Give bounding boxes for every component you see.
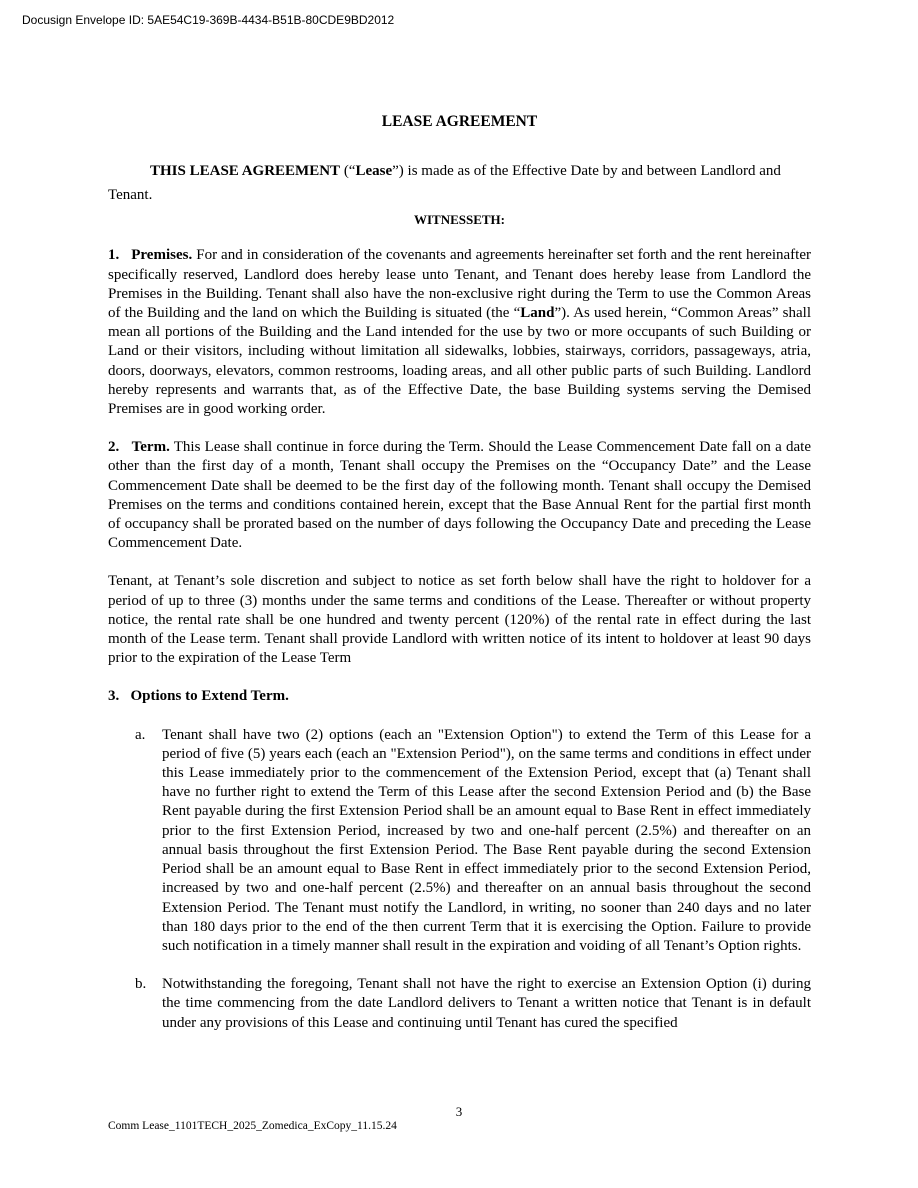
- section-3b-text: Notwithstanding the foregoing, Tenant shall not have the right to exercise an Extension Option (i) during the time commencing from the date Landlord delivers to Tenant a written notice that Tenant is in default under any provisions of this Lease and continuing until Tenant has cured the specified: [162, 976, 811, 1031]
- section-1-land-term: Land: [520, 305, 555, 322]
- section-3a-text: Tenant shall have two (2) options (each an "Extension Option") to extend the Term of this Lease for a period of five (5) years each (each an "Extension Period"), on the same terms and conditions in effect under this Lease immediately prior to the commencement of the Extension Period, except that (a) Tenant shall have no further right to extend the Term of this Lease after the second Extension Period and (b) the Base Rent payable during the first Extension Period shall be an amount equal to Base Rent in effect immediately prior to the first Extension Period, increased by two and one-half percent (2.5%) and thereafter on an annual basis throughout the first Extension Period. The Base Rent payable during the second Extension Period shall be an amount equal to Base Rent in effect immediately prior to the second Extension Period, increased by two and one-half percent (2.5%) and thereafter on an annual basis throughout the second Extension Period. The Tenant must notify the Landlord, in writing, no sooner than 240 days and no later than 180 days prior to the end of the then current Term that it is exercising the Option. Failure to provide such notification in a timely manner shall result in the expiration and voiding of all Tenant’s Option rights.: [162, 726, 811, 954]
- holdover-paragraph: Tenant, at Tenant’s sole discretion and subject to notice as set forth below shall have the right to holdover for a period of up to three (3) months under the same terms and conditions of the Lease. Thereafter or without property notice, the rental rate shall be one hundred and twenty percent (120%) of the rental rate in effect during the last month of the Lease term. Tenant shall provide Landlord with written notice of its intent to holdover at least 90 days prior to the expiration of the Lease Term: [108, 573, 811, 667]
- docusign-envelope-id: Docusign Envelope ID: 5AE54C19-369B-4434-B51B-80CDE9BD2012: [22, 13, 395, 27]
- section-3a: [108, 726, 811, 956]
- intro-open: (“: [340, 163, 356, 180]
- section-2-text: This Lease shall continue in force during the Term. Should the Lease Commencement Date fall on a date other than the first day of a month, Tenant shall occupy the Premises on the “Occupancy Date” and the Lease Commencement Date shall be deemed to be the first day of the following month. Tenant shall occupy the Demised Premises on the terms and conditions contained herein, except that the Base Annual Rent for the partial first month of occupancy shall be prorated based on the number of days following the Occupancy Date and preceding the Lease Commencement Date.: [108, 439, 811, 552]
- intro-lease-term: Lease: [355, 163, 393, 180]
- section-3b-label: b.: [135, 976, 147, 993]
- section-3b: [108, 975, 811, 1033]
- document-page: [108, 112, 811, 1033]
- section-1-text-b: ”). As used herein, “Common Areas” shall mean all portions of the Building and the Land intended for the use by two or more occupants of such Building or Land or their visitors, including without limitation all sidewalks, lobbies, stairways, corridors, passageways, atria, doors, doorways, elevators, common restrooms, loading areas, and all other public parts of such Building. Landlord hereby represents and warrants that, as of the Effective Date, the base Building systems serving the Demised Premises are in good working order.: [108, 305, 811, 418]
- witnesseth-heading: WITNESSETH:: [413, 212, 506, 228]
- page-number: 3: [455, 1104, 463, 1119]
- section-2-heading: 2. Term.: [108, 439, 170, 456]
- intro-rest: ”) is made as of the Effective Date by and between Landlord and Tenant.: [108, 163, 781, 203]
- section-3-heading: 3. Options to Extend Term.: [108, 688, 289, 705]
- section-2-term: [108, 438, 811, 553]
- section-1-text-a: For and in consideration of the covenants and agreements hereinafter set forth and the rent hereinafter specifically reserved, Landlord does hereby lease unto Tenant, and Tenant does hereby lease from Landlord the Premises in the Building. Tenant shall also have the non-exclusive right during the Term to use the Common Areas of the Building and the land on which the Building is situated (the “: [108, 247, 811, 322]
- intro-lead: THIS LEASE AGREEMENT: [150, 163, 341, 180]
- section-3a-label: a.: [135, 726, 146, 743]
- section-1-premises: [108, 246, 811, 419]
- footer-filename: Comm Lease_1101TECH_2025_Zomedica_ExCopy_11.15.24: [108, 1120, 397, 1132]
- section-1-heading: 1. Premises.: [108, 247, 193, 264]
- intro-paragraph: [108, 160, 811, 207]
- document-title: LEASE AGREEMENT: [381, 113, 538, 130]
